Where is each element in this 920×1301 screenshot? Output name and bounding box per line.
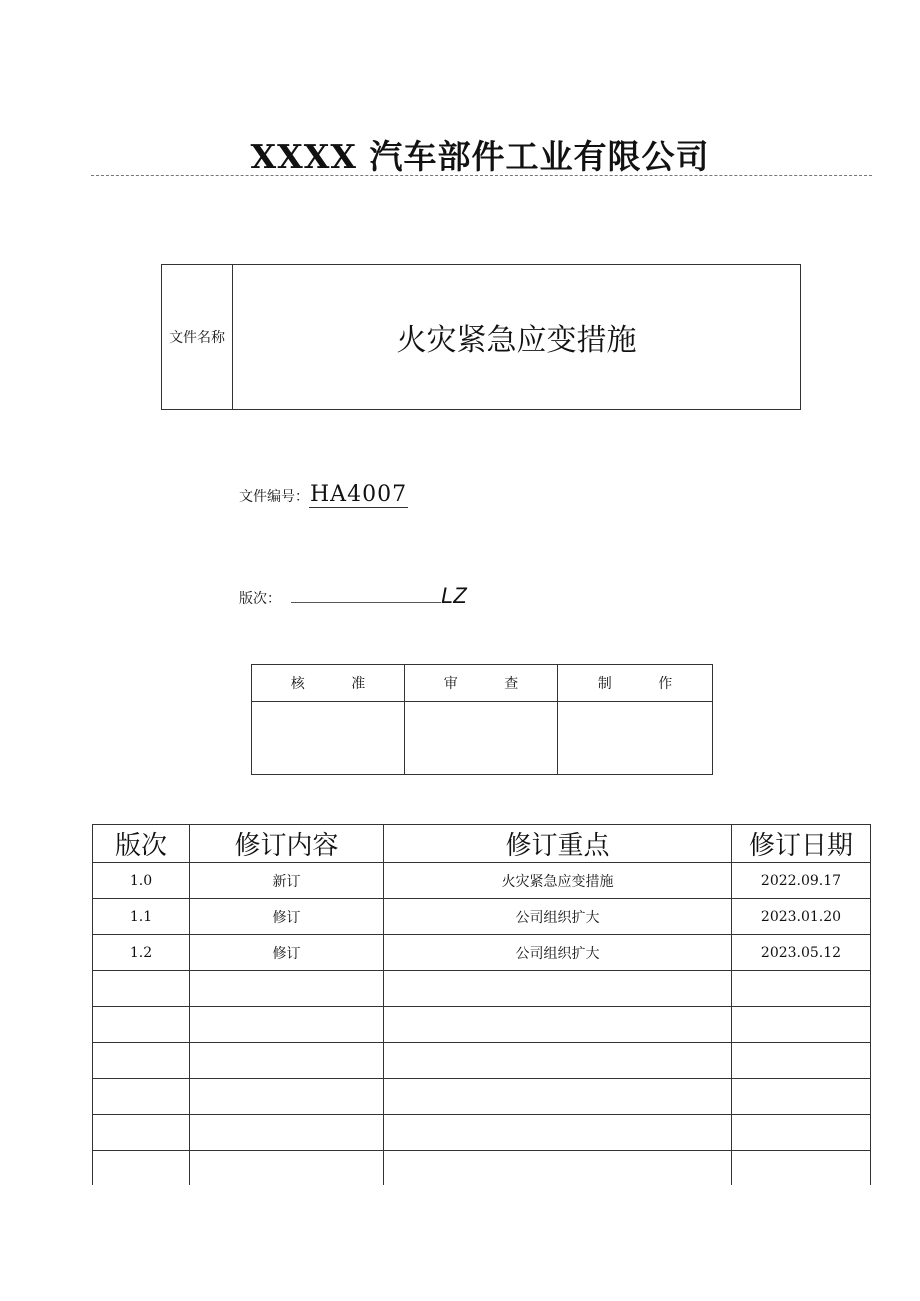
- revision-header-version: 版次: [93, 825, 190, 863]
- revision-header-focus: 修订重点: [384, 825, 732, 863]
- approval-header-prepare: 制 作: [558, 665, 713, 702]
- version-underline: [291, 590, 441, 603]
- revision-row-empty: [93, 1079, 871, 1115]
- revision-row: [93, 935, 871, 971]
- approval-signature-prepare: [558, 702, 713, 775]
- approval-signature-review: [405, 702, 558, 775]
- approval-header-approve: 核 准: [252, 665, 405, 702]
- revision-version: 1.1: [93, 899, 190, 935]
- revision-table: [92, 824, 871, 1185]
- revision-row-empty: [93, 1007, 871, 1043]
- revision-header-content: 修订内容: [190, 825, 384, 863]
- version-label: 版次：: [239, 591, 281, 607]
- revision-version: 1.2: [93, 935, 190, 971]
- header-divider: [91, 175, 872, 176]
- revision-content: 修订: [190, 935, 384, 971]
- file-name-label: 文件名称: [162, 265, 233, 409]
- revision-version: 1.0: [93, 863, 190, 899]
- revision-content: 新订: [190, 863, 384, 899]
- doc-number-value: HA4007: [310, 482, 408, 507]
- revision-header-date: 修订日期: [732, 825, 871, 863]
- revision-row: [93, 899, 871, 935]
- revision-date: 2022.09.17: [732, 863, 871, 899]
- version-value: LZ: [441, 583, 467, 608]
- revision-row: [93, 863, 871, 899]
- revision-date: 2023.05.12: [732, 935, 871, 971]
- revision-focus: 公司组织扩大: [384, 935, 732, 971]
- revision-row-empty: [93, 971, 871, 1007]
- version-row: [239, 583, 467, 609]
- revision-date: 2023.01.20: [732, 899, 871, 935]
- revision-content: 修订: [190, 899, 384, 935]
- approval-header-review: 审 查: [405, 665, 558, 702]
- revision-focus: 公司组织扩大: [384, 899, 732, 935]
- file-name-value: 火灾紧急应变措施: [396, 323, 637, 358]
- revision-row-empty: [93, 1115, 871, 1151]
- approval-signature-approve: [252, 702, 405, 775]
- doc-number-row: [239, 482, 408, 508]
- company-title: XXXX 汽车部件工业有限公司: [250, 137, 710, 176]
- revision-row-empty: [93, 1043, 871, 1079]
- doc-number-label: 文件编号：: [239, 489, 309, 505]
- approval-table: [251, 664, 713, 775]
- revision-row-empty: [93, 1151, 871, 1186]
- file-name-box: [161, 264, 801, 410]
- revision-focus: 火灾紧急应变措施: [384, 863, 732, 899]
